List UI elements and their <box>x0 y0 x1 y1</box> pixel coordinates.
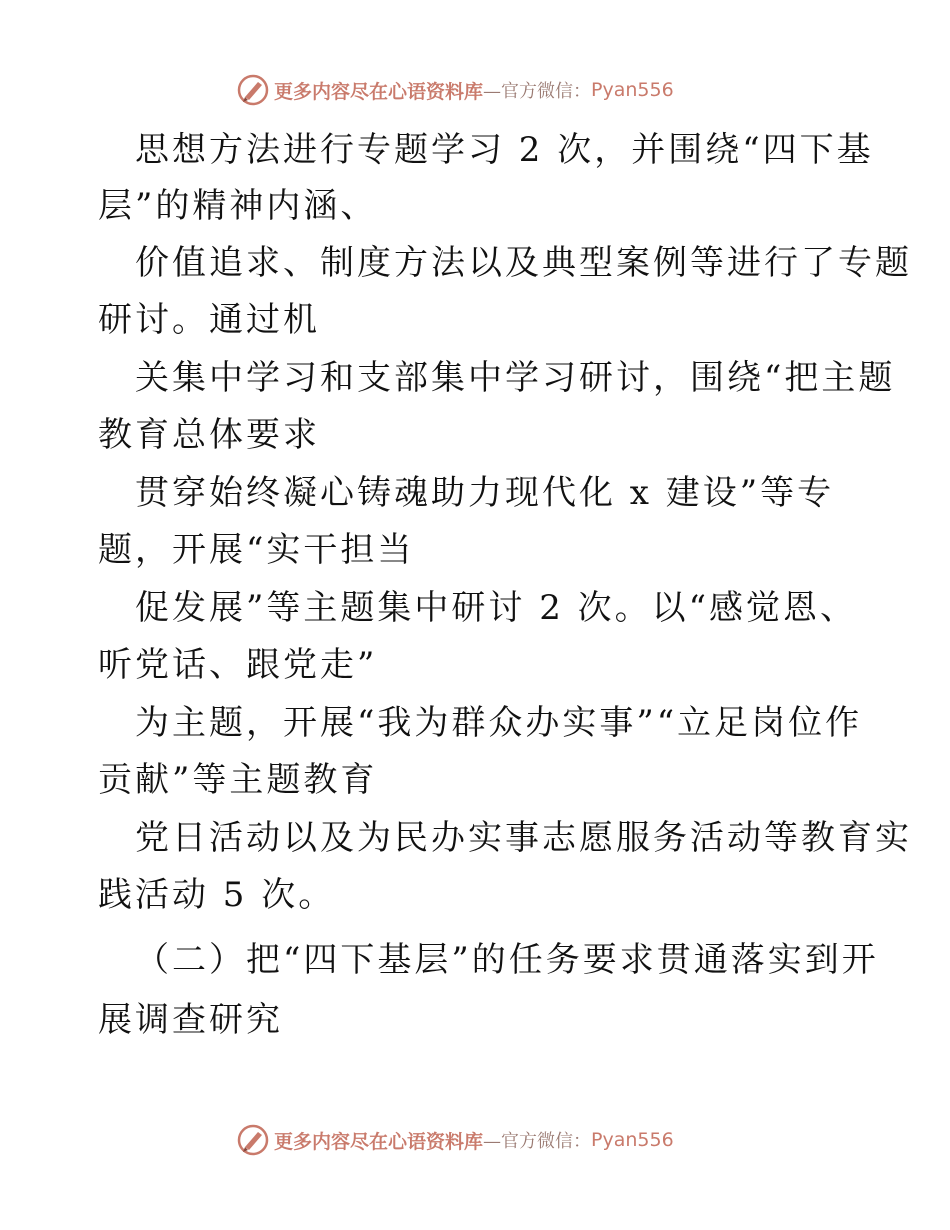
watermark-text: 更多内容尽在心语资料库 <box>274 80 484 103</box>
body-line: 研讨。通过机 <box>98 300 320 340</box>
watermark-footer <box>236 1122 674 1158</box>
body-line: 为主题，开展“我为群众办实事”“立足岗位作 <box>135 703 863 743</box>
pen-circle-logo-icon <box>236 73 270 107</box>
watermark-text: 更多内容尽在心语资料库 <box>274 1130 484 1153</box>
body-line: 促发展”等主题集中研讨 2 次。以“感觉恩、 <box>135 588 858 628</box>
body-line: 思想方法进行专题学习 2 次，并围绕“四下基 <box>135 130 874 170</box>
pen-circle-logo-icon <box>236 1123 270 1157</box>
body-line: 展调查研究 <box>98 1000 283 1040</box>
body-line: 关集中学习和支部集中学习研讨，围绕“把主题 <box>135 358 896 398</box>
body-line: 价值追求、制度方法以及典型案例等进行了专题 <box>135 243 912 283</box>
body-line: 教育总体要求 <box>98 415 320 455</box>
body-line: 听党话、跟党走” <box>98 645 378 685</box>
body-line: 贡献”等主题教育 <box>98 760 378 800</box>
body-line: 题，开展“实干担当 <box>98 530 415 570</box>
watermark-header <box>236 72 674 108</box>
wechat-id: Pyan556 <box>591 1129 674 1151</box>
body-line: 贯穿始终凝心铸魂助力现代化 x 建设”等专 <box>135 473 835 513</box>
body-line: 层”的精神内涵、 <box>98 186 378 226</box>
body-line: 党日活动以及为民办实事志愿服务活动等教育实 <box>135 818 912 858</box>
watermark-separator: —官方微信： <box>483 81 592 102</box>
wechat-id: Pyan556 <box>591 79 674 101</box>
body-line: 践活动 5 次。 <box>98 875 336 915</box>
section-heading: （二）把“四下基层”的任务要求贯通落实到开 <box>135 940 879 980</box>
watermark-separator: —官方微信： <box>483 1131 592 1152</box>
